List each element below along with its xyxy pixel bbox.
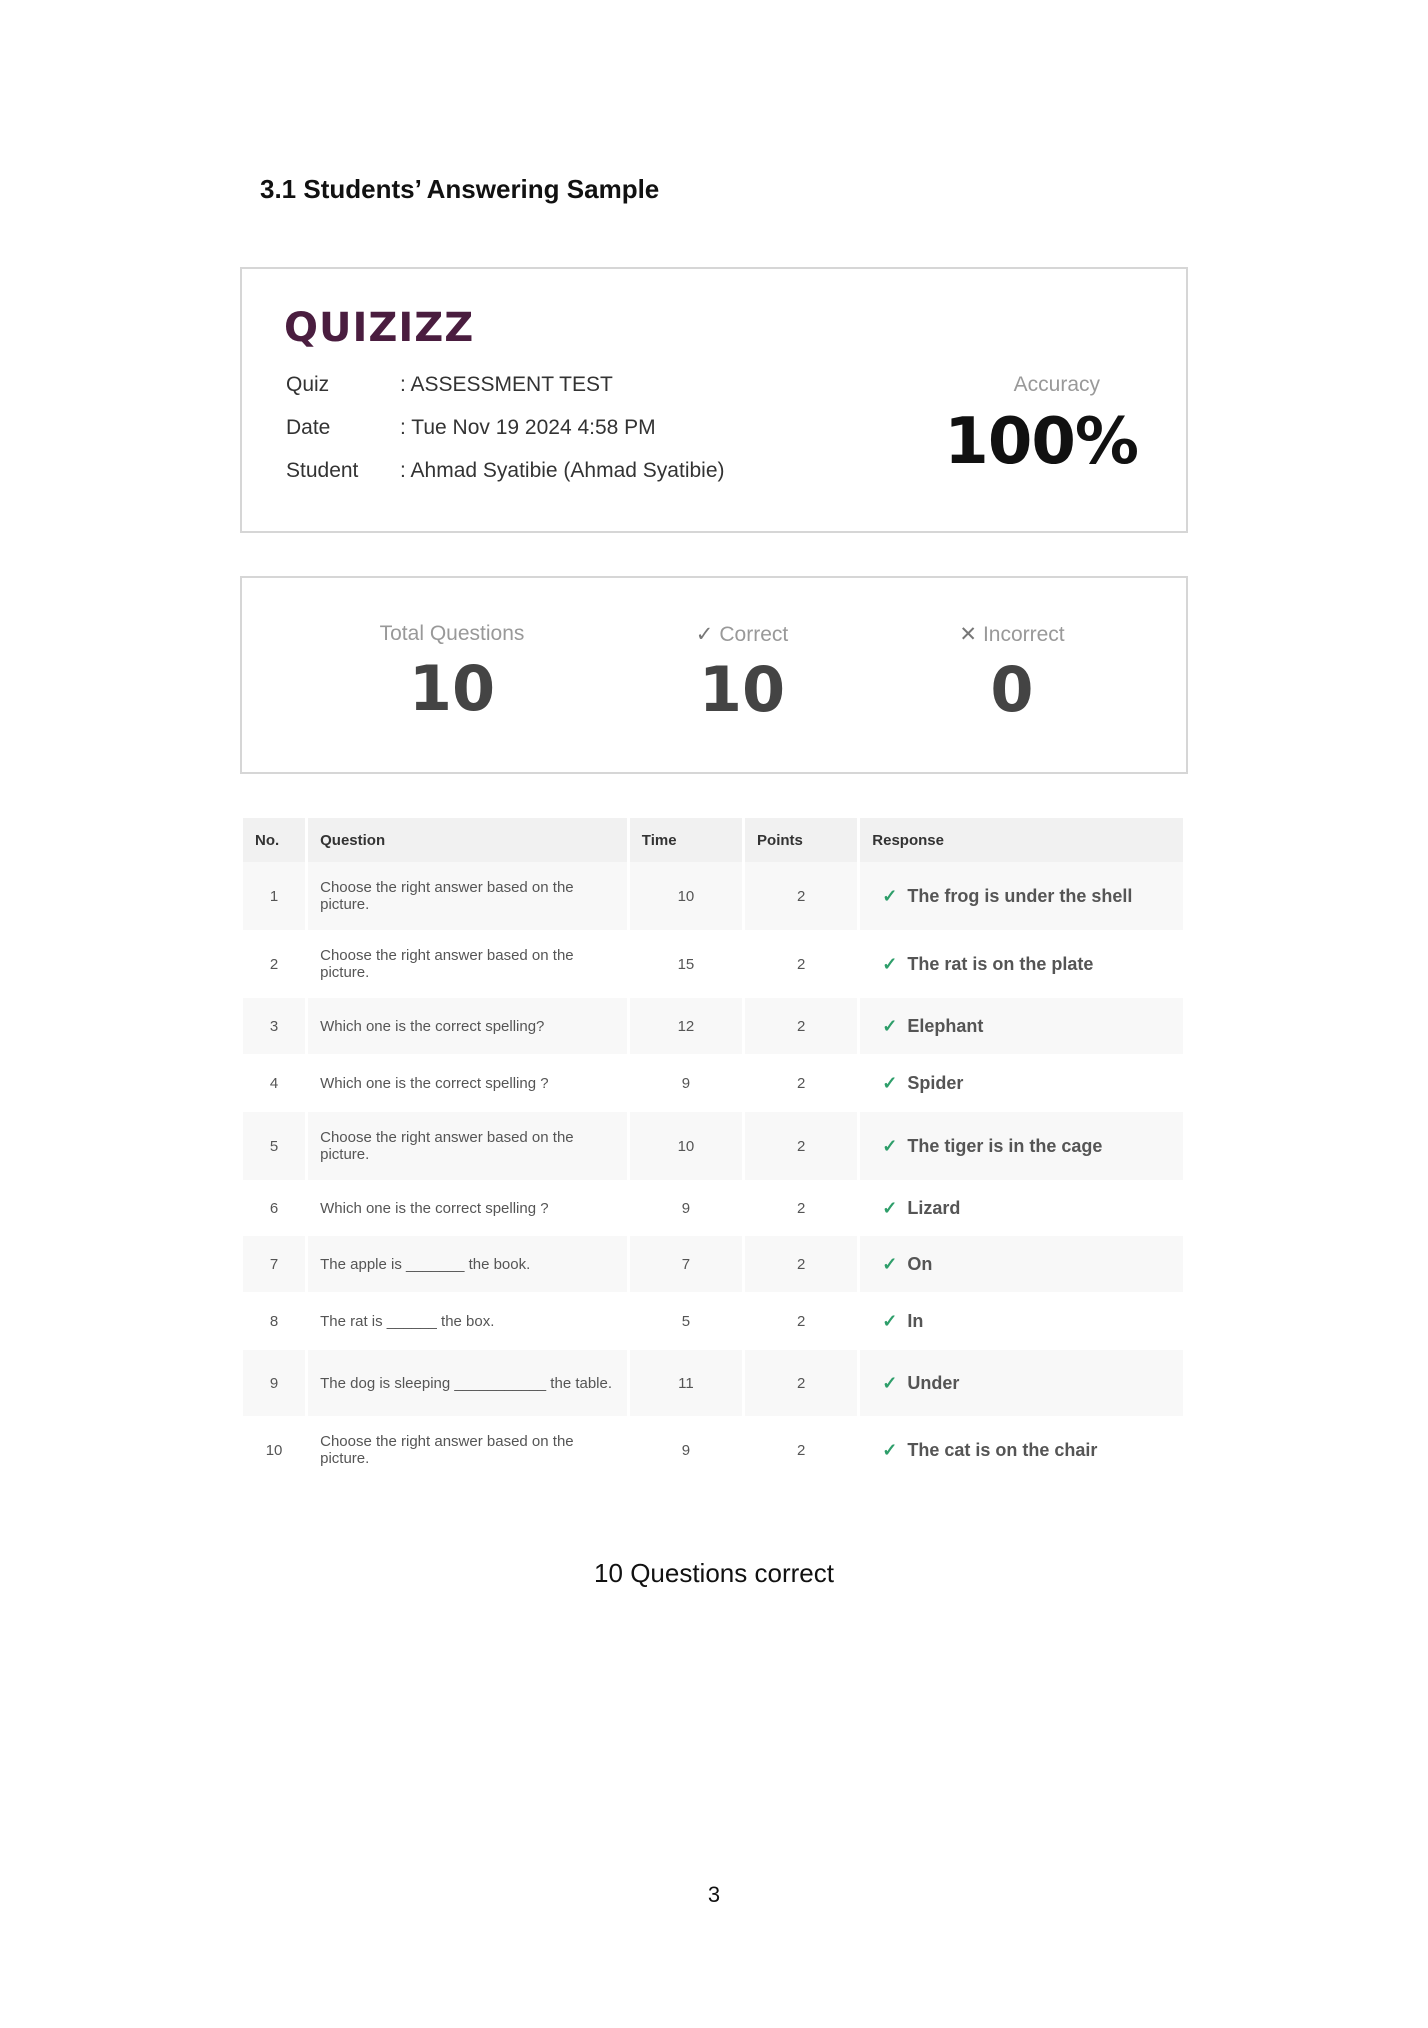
row-points: 2	[796, 1199, 806, 1217]
row-time: 9	[681, 1074, 691, 1092]
quiz-label: Quiz	[286, 373, 330, 396]
table-row	[243, 998, 1183, 1054]
row-no: 9	[243, 1350, 305, 1416]
row-response: On	[907, 1253, 933, 1274]
row-no: 10	[265, 1441, 283, 1459]
table-row	[243, 930, 1183, 998]
row-no: 7	[243, 1236, 305, 1292]
row-response: Under	[907, 1372, 960, 1393]
student-label: Student	[286, 459, 359, 482]
row-response: The cat is on the chair	[907, 1439, 1098, 1460]
student-row	[286, 459, 725, 483]
check-icon: ✓	[882, 885, 898, 906]
row-points: 2	[745, 862, 857, 930]
check-icon: ✓	[882, 1135, 898, 1156]
row-points: 2	[745, 998, 857, 1054]
incorrect-value: 0	[990, 653, 1034, 726]
table-row	[243, 1112, 1183, 1180]
total-questions-label: Total Questions	[379, 622, 525, 645]
date-row	[286, 416, 656, 440]
row-time: 5	[681, 1312, 691, 1330]
summary-card	[240, 576, 1188, 774]
check-icon: ✓	[882, 1372, 898, 1393]
cross-icon: ✕	[959, 623, 977, 646]
row-points: 2	[796, 955, 806, 973]
header-no: No.	[243, 818, 305, 862]
results-table	[240, 818, 1186, 1484]
row-points: 2	[796, 1312, 806, 1330]
check-icon: ✓	[695, 623, 714, 646]
row-question: The apple is _______ the book.	[308, 1236, 627, 1292]
header-question: Question	[308, 818, 627, 862]
correct-stat	[642, 622, 842, 726]
footer-caption: 10 Questions correct	[594, 1558, 834, 1588]
correct-value: 10	[698, 653, 786, 726]
row-question: Choose the right answer based on the picture.	[320, 947, 574, 981]
row-question: Which one is the correct spelling ?	[320, 1199, 549, 1217]
date-value: : Tue Nov 19 2024 4:58 PM	[400, 416, 656, 439]
row-time: 10	[630, 1112, 742, 1180]
row-response: Spider	[907, 1072, 964, 1093]
row-response: The tiger is in the cage	[907, 1135, 1103, 1156]
quiz-row	[286, 373, 613, 397]
row-points: 2	[745, 1350, 857, 1416]
row-no: 2	[269, 955, 279, 973]
row-time: 9	[681, 1199, 691, 1217]
header-points: Points	[745, 818, 857, 862]
row-response: In	[907, 1310, 924, 1331]
row-no: 5	[243, 1112, 305, 1180]
table-header-row	[243, 818, 1183, 862]
row-question: Choose the right answer based on the picture.	[320, 1433, 574, 1467]
incorrect-label: Incorrect	[982, 623, 1065, 646]
row-no: 8	[269, 1312, 279, 1330]
check-icon: ✓	[882, 1072, 898, 1093]
row-question: Which one is the correct spelling?	[308, 998, 627, 1054]
row-question: The dog is sleeping ___________ the table.	[308, 1350, 627, 1416]
date-label: Date	[286, 416, 331, 439]
section-title: 3.1 Students’ Answering Sample	[260, 174, 660, 204]
row-question: Choose the right answer based on the picture.	[308, 862, 627, 930]
row-response: The rat is on the plate	[907, 953, 1094, 974]
student-value: : Ahmad Syatibie (Ahmad Syatibie)	[400, 459, 725, 482]
quiz-header-card	[240, 267, 1188, 533]
page-number: 3	[707, 1882, 721, 1907]
quizizz-logo: QUIZIZZ	[284, 305, 475, 351]
row-time: 12	[630, 998, 742, 1054]
check-icon: ✓	[882, 1197, 898, 1218]
row-response: The frog is under the shell	[907, 885, 1133, 906]
accuracy-label: Accuracy	[1013, 373, 1100, 396]
table-row	[243, 1350, 1183, 1416]
row-time: 7	[630, 1236, 742, 1292]
row-time: 15	[677, 955, 695, 973]
table-row	[243, 1416, 1183, 1484]
total-questions-stat	[352, 622, 552, 725]
row-time: 10	[630, 862, 742, 930]
row-points: 2	[796, 1074, 806, 1092]
row-points: 2	[796, 1441, 806, 1459]
row-no: 3	[243, 998, 305, 1054]
row-no: 6	[269, 1199, 279, 1217]
check-icon: ✓	[882, 1310, 898, 1331]
row-time: 11	[630, 1350, 742, 1416]
row-question: Which one is the correct spelling ?	[320, 1074, 549, 1092]
row-time: 9	[681, 1441, 691, 1459]
row-no: 4	[269, 1074, 279, 1092]
accuracy-value: 100%	[944, 405, 1138, 479]
row-response: Elephant	[907, 1015, 984, 1036]
check-icon: ✓	[882, 1253, 898, 1274]
row-points: 2	[745, 1236, 857, 1292]
check-icon: ✓	[882, 1439, 898, 1460]
table-row	[243, 1054, 1183, 1112]
total-questions-value: 10	[408, 652, 496, 725]
table-row	[243, 1180, 1183, 1236]
header-response: Response	[860, 818, 1183, 862]
table-row	[243, 1236, 1183, 1292]
incorrect-stat	[912, 622, 1112, 726]
check-icon: ✓	[882, 1015, 898, 1036]
row-response: Lizard	[907, 1197, 961, 1218]
row-question: Choose the right answer based on the picture.	[308, 1112, 627, 1180]
row-points: 2	[745, 1112, 857, 1180]
quiz-value: : ASSESSMENT TEST	[400, 373, 613, 396]
correct-label: Correct	[719, 623, 789, 646]
header-time: Time	[630, 818, 742, 862]
check-icon: ✓	[882, 953, 898, 974]
table-row	[243, 1292, 1183, 1350]
row-question: The rat is ______ the box.	[320, 1312, 495, 1330]
table-row	[243, 862, 1183, 930]
row-no: 1	[243, 862, 305, 930]
